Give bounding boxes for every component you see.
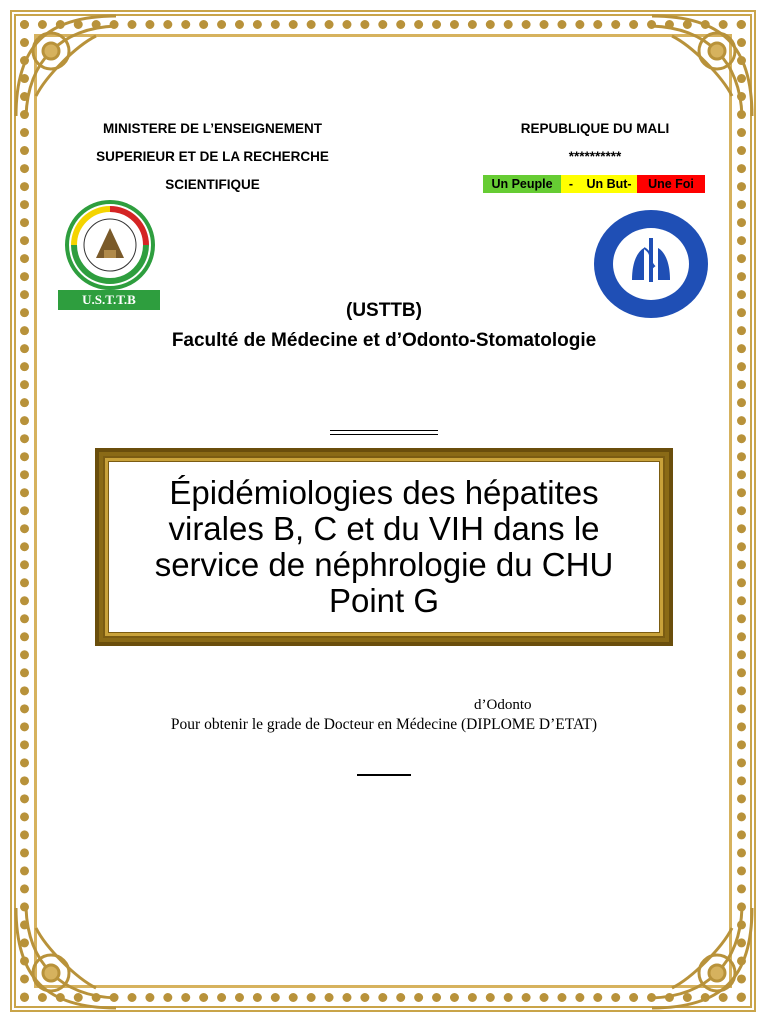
ministry-line-2: SUPERIEUR ET DE LA RECHERCHE bbox=[96, 149, 329, 164]
motto-part-1: Un Peuple bbox=[483, 175, 561, 193]
corner-ornament-bottom-left bbox=[6, 898, 126, 1018]
double-rule-divider bbox=[330, 430, 438, 435]
corner-ornament-top-left bbox=[6, 6, 126, 126]
ministry-header bbox=[70, 115, 355, 199]
thesis-title: Épidémiologies des hépatites virales B, C et du VIH dans le service de néphrologie du CHU Point G bbox=[154, 474, 614, 619]
corner-ornament-top-right bbox=[642, 6, 762, 126]
motto-part-2: Un But- bbox=[581, 175, 637, 193]
faculty-name: Faculté de Médecine et d’Odonto-Stomatologie bbox=[171, 330, 597, 351]
thesis-title-box bbox=[108, 461, 660, 633]
ministry-line-3: SCIENTIFIQUE bbox=[165, 177, 260, 192]
national-motto bbox=[483, 175, 705, 193]
stars-separator: ********** bbox=[568, 149, 622, 164]
odonto-fragment: d’Odonto bbox=[474, 697, 532, 713]
university-acronym: (USTTB) bbox=[346, 300, 422, 321]
country-name: REPUBLIQUE DU MALI bbox=[520, 121, 670, 136]
motto-part-3: Une Foi bbox=[637, 175, 705, 193]
degree-purpose: Pour obtenir le grade de Docteur en Médecine (DIPLOME D’ETAT) bbox=[170, 716, 598, 733]
usttb-label: U.S.T.T.B bbox=[58, 290, 160, 310]
short-rule-divider bbox=[357, 774, 411, 776]
republic-header bbox=[490, 115, 700, 171]
ministry-line-1: MINISTERE DE L’ENSEIGNEMENT bbox=[102, 121, 323, 136]
usttb-seal-logo bbox=[60, 200, 160, 290]
motto-separator: - bbox=[561, 175, 581, 193]
corner-ornament-bottom-right bbox=[642, 898, 762, 1018]
